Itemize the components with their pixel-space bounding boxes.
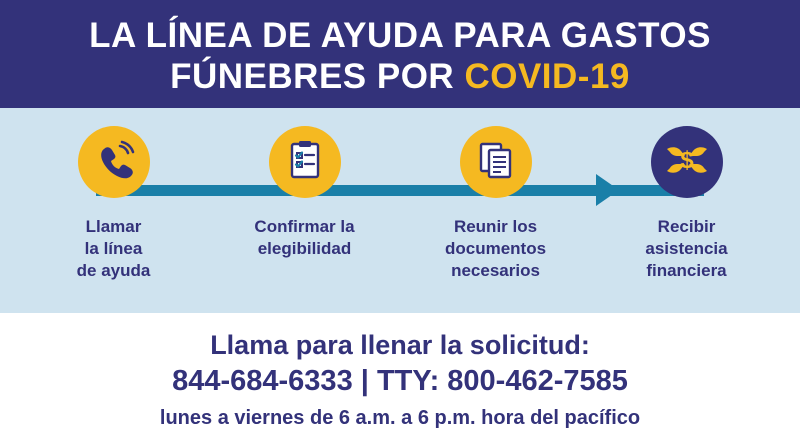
poster-header xyxy=(0,0,800,108)
step-4-badge xyxy=(651,126,723,198)
header-title-line2-text: FÚNEBRES POR xyxy=(170,57,465,96)
steps-list xyxy=(0,126,800,281)
phone-number[interactable]: 844-684-6333 xyxy=(172,365,353,398)
steps-band xyxy=(0,108,800,313)
step-2-badge xyxy=(269,126,341,198)
step-item xyxy=(217,126,393,260)
footer-separator: | xyxy=(360,365,369,398)
footer-phone-row xyxy=(172,364,628,399)
step-2-label: Confirmar la elegibilidad xyxy=(254,217,355,258)
header-title-line1: LA LÍNEA DE AYUDA PARA GASTOS xyxy=(89,15,711,55)
checklist-clipboard-icon xyxy=(284,139,326,186)
step-1-badge xyxy=(78,126,150,198)
svg-text:$: $ xyxy=(679,146,694,174)
step-3-badge xyxy=(460,126,532,198)
footer-hours: lunes a viernes de 6 a.m. a 6 p.m. hora del pacífico xyxy=(159,406,641,429)
header-title-covid: COVID-19 xyxy=(464,57,630,96)
header-title-line2 xyxy=(170,56,630,97)
step-item xyxy=(408,126,584,281)
tty-number[interactable]: TTY: 800-462-7585 xyxy=(376,365,628,398)
step-3-label: Reunir los documentos necesarios xyxy=(444,217,547,280)
step-item xyxy=(599,126,775,281)
documents-icon xyxy=(475,139,517,186)
hands-holding-money-icon xyxy=(664,137,710,188)
step-1-label: Llamar la línea de ayuda xyxy=(76,217,151,280)
phone-ringing-icon xyxy=(92,138,136,187)
poster-footer xyxy=(0,313,800,445)
step-4-label: Recibir asistencia financiera xyxy=(645,217,728,280)
step-item xyxy=(26,126,202,281)
footer-call-to-action: Llama para llenar la solicitud: xyxy=(210,330,590,361)
